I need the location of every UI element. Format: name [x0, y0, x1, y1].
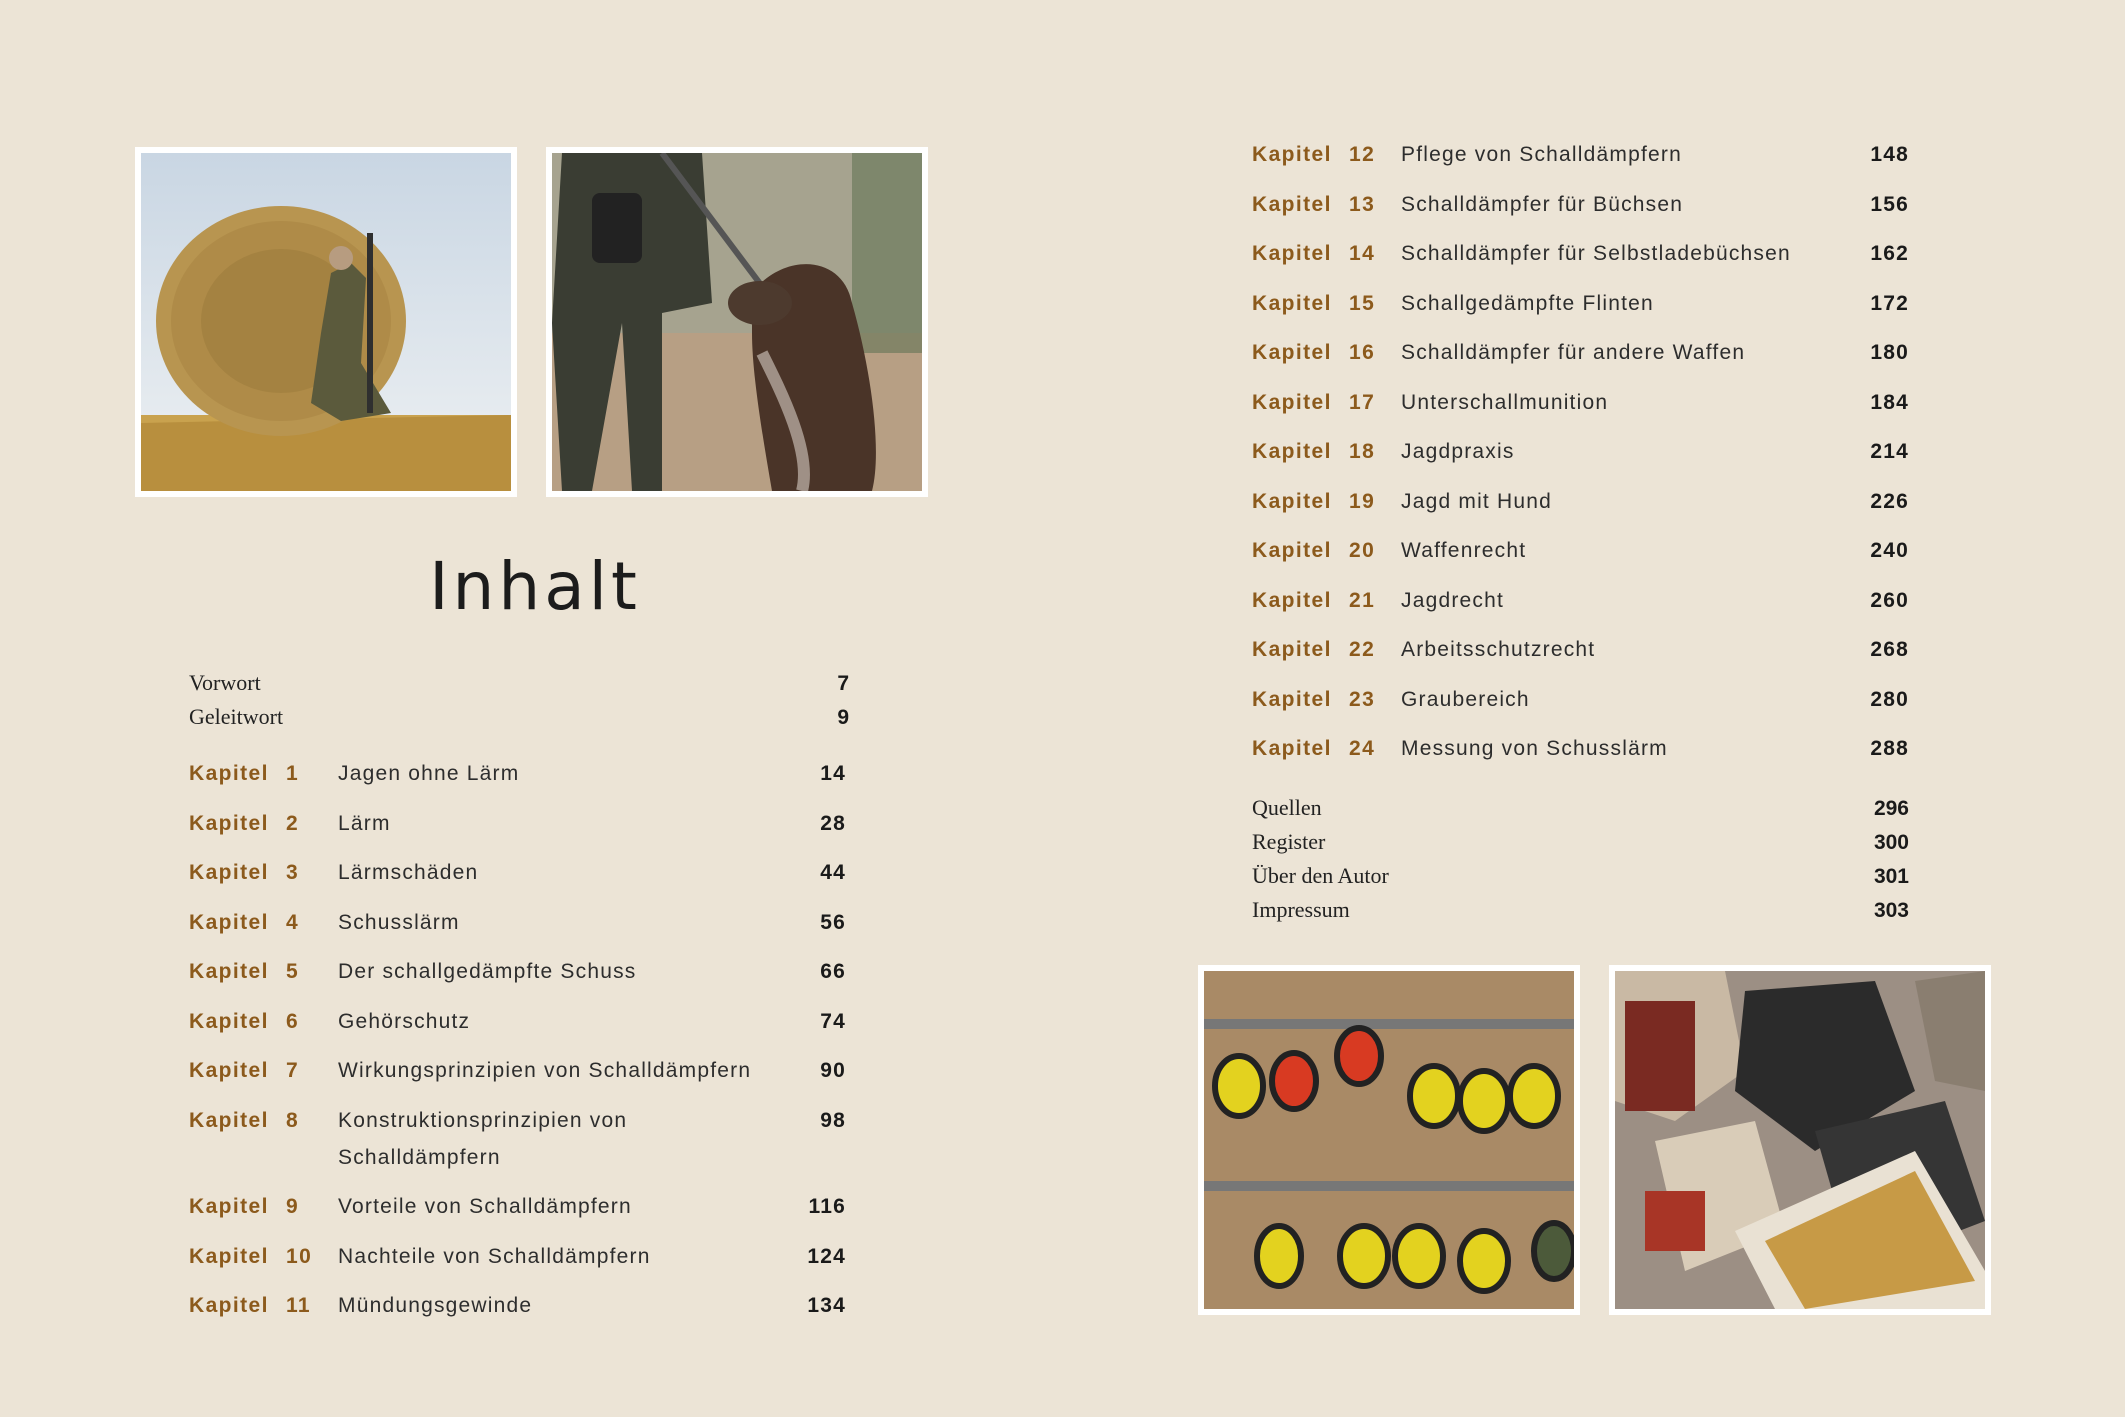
chapter-title — [338, 1107, 820, 1172]
chapter-keyword: Kapitel — [189, 1009, 269, 1033]
chapter-number: 9 — [286, 1195, 300, 1218]
toc-entry[interactable] — [1252, 438, 1909, 466]
chapter-title-line: Jagd mit Hund — [1401, 489, 1553, 513]
page-number: 184 — [1870, 390, 1909, 414]
page-number: 214 — [1870, 440, 1909, 463]
chapter-title-line: Unterschallmunition — [1401, 390, 1609, 414]
chapter-label — [1252, 636, 1401, 664]
chapter-title-line: Konstruktionsprinzipien von — [338, 1108, 628, 1132]
chapter-number: 17 — [1349, 390, 1376, 414]
ear-protectors-photo — [1198, 965, 1580, 1315]
toc-entry[interactable] — [1252, 141, 1909, 169]
hunter-with-dog-photo — [546, 147, 928, 497]
chapter-title-line: Wirkungsprinzipien von Schalldämpfern — [338, 1059, 752, 1082]
chapter-number: 16 — [1349, 341, 1376, 364]
chapter-number: 19 — [1349, 489, 1376, 513]
chapter-title — [1401, 735, 1870, 763]
chapter-number: 8 — [286, 1108, 300, 1132]
toc-entry[interactable] — [189, 1193, 846, 1221]
chapter-title — [1401, 686, 1870, 714]
chapter-title-line: Schusslärm — [338, 910, 460, 934]
page-number: 296 — [1873, 797, 1909, 820]
toc-entry[interactable] — [1252, 290, 1909, 318]
chapter-keyword: Kapitel — [189, 960, 269, 983]
toc-entry[interactable] — [1252, 240, 1909, 268]
page-number: 148 — [1870, 143, 1909, 166]
page-number: 301 — [1873, 865, 1909, 888]
chapter-keyword: Kapitel — [1252, 687, 1332, 711]
chapter-title — [338, 1057, 820, 1085]
chapter-keyword: Kapitel — [189, 1294, 269, 1317]
chapter-title-line: Arbeitsschutzrecht — [1401, 638, 1596, 661]
page-number: 240 — [1870, 539, 1909, 562]
chapter-number: 12 — [1349, 143, 1376, 166]
chapter-number: 4 — [286, 910, 300, 934]
chapter-number: 18 — [1349, 440, 1376, 463]
page-number: 226 — [1870, 489, 1909, 513]
chapter-keyword: Kapitel — [1252, 242, 1332, 265]
chapter-label — [189, 760, 338, 788]
page-number: 56 — [820, 910, 846, 934]
toc-entry[interactable] — [189, 859, 846, 887]
page-number: 44 — [820, 861, 846, 884]
page-number: 66 — [820, 960, 846, 983]
chapter-title-line: Graubereich — [1401, 687, 1530, 711]
chapter-keyword: Kapitel — [1252, 638, 1332, 661]
chapter-label — [1252, 389, 1401, 417]
chapter-keyword: Kapitel — [189, 811, 269, 835]
chapter-label — [1252, 587, 1401, 615]
chapter-title-line: Jagdrecht — [1401, 588, 1505, 612]
front-matter — [189, 670, 849, 738]
chapter-label — [1252, 735, 1401, 763]
chapter-keyword: Kapitel — [189, 1108, 269, 1132]
back-matter — [1252, 795, 1909, 931]
chapter-title — [1401, 438, 1870, 466]
page-number: 98 — [820, 1108, 846, 1132]
chapter-label — [189, 1107, 338, 1135]
chapter-label — [1252, 438, 1401, 466]
chapter-title-line: Nachteile von Schalldämpfern — [338, 1244, 651, 1268]
chapter-keyword: Kapitel — [1252, 143, 1332, 166]
chapter-title-line: Schallgedämpfte Flinten — [1401, 291, 1654, 315]
back-matter-item[interactable] — [1252, 795, 1909, 829]
chapter-number: 14 — [1349, 242, 1376, 265]
back-matter-label: Über den Autor — [1252, 863, 1389, 888]
chapter-number: 2 — [286, 811, 300, 835]
chapter-number: 7 — [286, 1059, 300, 1082]
page-number: 162 — [1870, 242, 1909, 265]
chapter-keyword: Kapitel — [1252, 341, 1332, 364]
toc-entry[interactable] — [1252, 587, 1909, 615]
page-number: 116 — [808, 1195, 846, 1218]
back-matter-item[interactable] — [1252, 897, 1909, 931]
page-number: 156 — [1870, 192, 1909, 216]
chapter-title — [338, 859, 820, 887]
chapter-number: 24 — [1349, 737, 1376, 760]
chapter-title — [1401, 636, 1870, 664]
chapter-number: 22 — [1349, 638, 1376, 661]
chapter-title — [1401, 587, 1870, 615]
chapter-title-line: Der schallgedämpfte Schuss — [338, 960, 637, 983]
chapter-label — [1252, 240, 1401, 268]
chapter-number: 15 — [1349, 291, 1376, 315]
chapter-title — [338, 1243, 807, 1271]
chapter-keyword: Kapitel — [1252, 440, 1332, 463]
chapter-title — [1401, 339, 1870, 367]
chapter-keyword: Kapitel — [1252, 291, 1332, 315]
page-number: 124 — [807, 1244, 846, 1268]
chapter-title — [338, 760, 820, 788]
chapter-label — [1252, 191, 1401, 219]
chapter-keyword: Kapitel — [1252, 489, 1332, 513]
chapter-title-line: Lärmschäden — [338, 861, 479, 884]
chapter-title-line: Jagen ohne Lärm — [338, 762, 520, 785]
chapter-keyword: Kapitel — [189, 762, 269, 785]
front-matter-item[interactable] — [189, 704, 849, 738]
page-number: 134 — [807, 1294, 846, 1317]
chapter-label — [189, 1243, 338, 1271]
chapter-title — [1401, 290, 1870, 318]
toc-entry[interactable] — [189, 909, 846, 937]
chapter-number: 3 — [286, 861, 300, 884]
toc-entry[interactable] — [189, 810, 846, 838]
chapter-list-left — [189, 760, 846, 1342]
chapter-keyword: Kapitel — [189, 1244, 269, 1268]
chapter-keyword: Kapitel — [1252, 192, 1332, 216]
toc-entry[interactable] — [189, 958, 846, 986]
chapter-title — [1401, 389, 1870, 417]
chapter-label — [189, 1008, 338, 1036]
back-matter-label: Quellen — [1252, 795, 1322, 820]
chapter-title-line: Mündungsgewinde — [338, 1294, 533, 1317]
toc-entry[interactable] — [189, 1292, 846, 1320]
page-number: 260 — [1870, 588, 1909, 612]
chapter-keyword: Kapitel — [1252, 588, 1332, 612]
page-number: 90 — [820, 1059, 846, 1082]
chapter-number: 11 — [286, 1294, 311, 1317]
page-number: 303 — [1873, 899, 1909, 922]
page-number: 180 — [1870, 341, 1909, 364]
chapter-keyword: Kapitel — [189, 910, 269, 934]
front-matter-label: Vorwort — [189, 670, 261, 695]
toc-entry[interactable] — [1252, 488, 1909, 516]
toc-entry[interactable] — [189, 1008, 846, 1036]
chapter-label — [1252, 686, 1401, 714]
chapter-title-line: Pflege von Schalldämpfern — [1401, 143, 1682, 166]
page-number: 28 — [820, 811, 846, 835]
chapter-list-right — [1252, 141, 1909, 785]
chapter-title — [338, 958, 820, 986]
toc-entry[interactable] — [1252, 537, 1909, 565]
chapter-title — [338, 810, 820, 838]
page-number: 288 — [1870, 737, 1909, 760]
toc-entry[interactable] — [189, 1057, 846, 1085]
chapter-number: 13 — [1349, 192, 1376, 216]
back-matter-label: Register — [1252, 829, 1326, 854]
chapter-title — [338, 1292, 807, 1320]
chapter-label — [1252, 488, 1401, 516]
page-number: 172 — [1870, 291, 1909, 315]
chapter-number: 5 — [286, 960, 300, 983]
front-matter-label: Geleitwort — [189, 704, 284, 729]
chapter-label — [189, 958, 338, 986]
chapter-title — [1401, 191, 1870, 219]
chapter-title-line: Vorteile von Schalldämpfern — [338, 1195, 632, 1218]
toc-entry[interactable] — [189, 1243, 846, 1271]
chapter-keyword: Kapitel — [1252, 539, 1332, 562]
chapter-title-line: Schalldämpfern — [338, 1145, 501, 1169]
chapter-label — [189, 1292, 338, 1320]
page-number: 7 — [837, 672, 849, 695]
chapter-title — [1401, 141, 1870, 169]
back-matter-item[interactable] — [1252, 863, 1909, 897]
chapter-title-line: Messung von Schusslärm — [1401, 737, 1668, 760]
toc-entry[interactable] — [1252, 686, 1909, 714]
back-matter-item[interactable] — [1252, 829, 1909, 863]
chapter-keyword: Kapitel — [189, 1059, 269, 1082]
chapter-title-line: Lärm — [338, 811, 391, 835]
chapter-title — [1401, 240, 1870, 268]
chapter-number: 23 — [1349, 687, 1376, 711]
toc-entry[interactable] — [189, 1107, 846, 1172]
page-number: 300 — [1873, 831, 1909, 854]
chapter-keyword: Kapitel — [1252, 737, 1332, 760]
chapter-number: 20 — [1349, 539, 1376, 562]
chapter-title — [1401, 537, 1870, 565]
chapter-number: 1 — [286, 762, 300, 785]
toc-entry[interactable] — [189, 760, 846, 788]
toc-entry[interactable] — [1252, 339, 1909, 367]
page-number: 14 — [820, 762, 846, 785]
chapter-label — [189, 810, 338, 838]
chapter-label — [189, 1057, 338, 1085]
chapter-number: 10 — [286, 1244, 313, 1268]
ammunition-boxes-photo — [1609, 965, 1991, 1315]
toc-entry[interactable] — [1252, 191, 1909, 219]
front-matter-item[interactable] — [189, 670, 849, 704]
chapter-title — [338, 909, 820, 937]
toc-entry[interactable] — [1252, 735, 1909, 763]
page-number: 280 — [1870, 687, 1909, 711]
toc-entry[interactable] — [1252, 636, 1909, 664]
toc-entry[interactable] — [1252, 389, 1909, 417]
chapter-title — [338, 1193, 809, 1221]
chapter-title-line: Schalldämpfer für Büchsen — [1401, 192, 1684, 216]
chapter-label — [1252, 339, 1401, 367]
chapter-title-line: Jagdpraxis — [1401, 440, 1515, 463]
chapter-title-line: Gehörschutz — [338, 1009, 471, 1033]
chapter-title — [1401, 488, 1870, 516]
page-title: Inhalt — [429, 548, 641, 625]
page-number: 9 — [837, 706, 849, 729]
chapter-number: 6 — [286, 1009, 300, 1033]
hunter-with-hay-bale-photo — [135, 147, 517, 497]
back-matter-label: Impressum — [1252, 897, 1350, 922]
page-number: 268 — [1870, 638, 1909, 661]
chapter-label — [1252, 537, 1401, 565]
chapter-label — [1252, 290, 1401, 318]
chapter-keyword: Kapitel — [189, 1195, 269, 1218]
chapter-title-line: Waffenrecht — [1401, 539, 1527, 562]
chapter-label — [1252, 141, 1401, 169]
chapter-label — [189, 859, 338, 887]
chapter-title — [338, 1008, 820, 1036]
chapter-keyword: Kapitel — [1252, 390, 1332, 414]
page-number: 74 — [820, 1009, 846, 1033]
chapter-keyword: Kapitel — [189, 861, 269, 884]
chapter-label — [189, 1193, 338, 1221]
chapter-title-line: Schalldämpfer für Selbstladebüchsen — [1401, 242, 1791, 265]
chapter-number: 21 — [1349, 588, 1376, 612]
chapter-title-line: Schalldämpfer für andere Waffen — [1401, 341, 1746, 364]
chapter-label — [189, 909, 338, 937]
